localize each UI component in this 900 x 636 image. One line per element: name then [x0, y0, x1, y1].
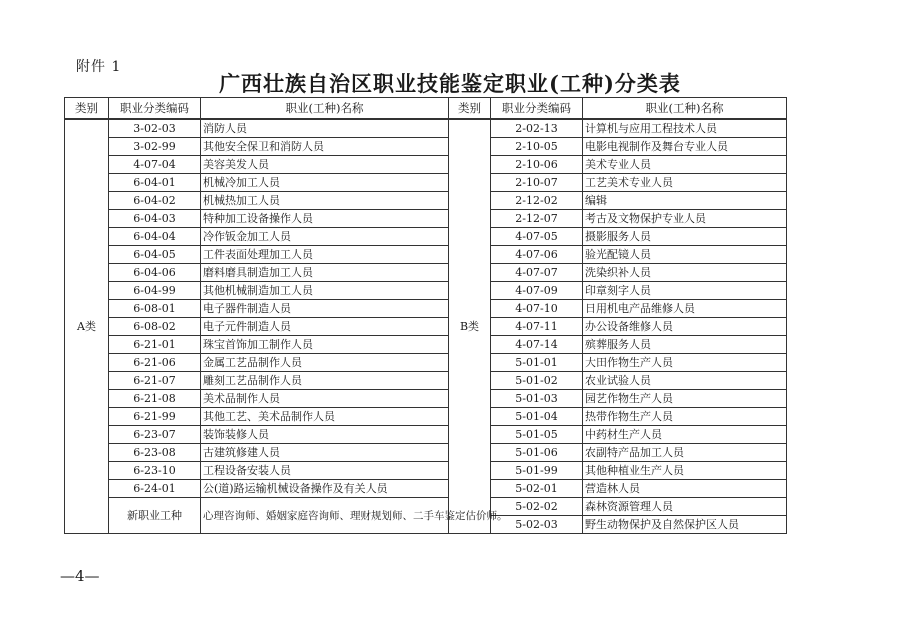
table-row	[65, 444, 787, 462]
b-code-cell: 5-01-01	[491, 354, 583, 372]
a-name-cell: 美术品制作人员	[201, 390, 449, 408]
b-name-cell: 中药材生产人员	[583, 426, 787, 444]
b-code-cell: 5-02-01	[491, 480, 583, 498]
new-occupation-desc: 心理咨询师、婚姻家庭咨询师、理财规划师、二手车鉴定估价师。	[201, 498, 449, 534]
b-code-cell: 5-01-99	[491, 462, 583, 480]
table-row	[65, 390, 787, 408]
page-number: —4—	[60, 567, 100, 585]
table-row	[65, 138, 787, 156]
table-row	[65, 246, 787, 264]
a-code-cell: 6-04-03	[109, 210, 201, 228]
a-name-cell: 磨料磨具制造加工人员	[201, 264, 449, 282]
b-name-cell: 其他种植业生产人员	[583, 462, 787, 480]
table-row	[65, 354, 787, 372]
b-name-cell: 考古及文物保护专业人员	[583, 210, 787, 228]
b-name-cell: 洗染织补人员	[583, 264, 787, 282]
a-name-cell: 电子元件制造人员	[201, 318, 449, 336]
table-row	[65, 408, 787, 426]
b-code-cell: 5-01-02	[491, 372, 583, 390]
a-code-cell: 6-24-01	[109, 480, 201, 498]
a-code-cell: 6-04-04	[109, 228, 201, 246]
b-name-cell: 热带作物生产人员	[583, 408, 787, 426]
a-name-cell: 其他安全保卫和消防人员	[201, 138, 449, 156]
b-code-cell: 2-10-05	[491, 138, 583, 156]
b-code-cell: 2-12-07	[491, 210, 583, 228]
a-code-cell: 4-07-04	[109, 156, 201, 174]
a-code-cell: 6-23-10	[109, 462, 201, 480]
attachment-label: 附件 1	[76, 59, 122, 75]
b-name-cell: 园艺作物生产人员	[583, 390, 787, 408]
b-name-cell: 摄影服务人员	[583, 228, 787, 246]
b-name-cell: 森林资源管理人员	[583, 498, 787, 516]
b-code-cell: 4-07-10	[491, 300, 583, 318]
a-code-cell: 6-21-08	[109, 390, 201, 408]
a-name-cell: 其他机械制造加工人员	[201, 282, 449, 300]
header-category-a: 类别	[65, 98, 109, 120]
a-code-cell: 6-08-01	[109, 300, 201, 318]
header-category-b: 类别	[449, 98, 491, 120]
b-code-cell: 4-07-09	[491, 282, 583, 300]
a-name-cell: 工程设备安装人员	[201, 462, 449, 480]
b-code-cell: 2-12-02	[491, 192, 583, 210]
category-a-cell: A类	[65, 119, 109, 534]
a-code-cell: 6-04-06	[109, 264, 201, 282]
b-name-cell: 大田作物生产人员	[583, 354, 787, 372]
a-name-cell: 冷作钣金加工人员	[201, 228, 449, 246]
document-title: 广西壮族自治区职业技能鉴定职业(工种)分类表	[219, 71, 681, 96]
table-row	[65, 462, 787, 480]
b-code-cell: 2-02-13	[491, 119, 583, 138]
table-row	[65, 264, 787, 282]
table-row	[65, 318, 787, 336]
b-code-cell: 5-02-02	[491, 498, 583, 516]
a-name-cell: 电子器件制造人员	[201, 300, 449, 318]
header-name-b: 职业(工种)名称	[583, 98, 787, 120]
header-code-b: 职业分类编码	[491, 98, 583, 120]
table-row	[65, 372, 787, 390]
a-name-cell: 珠宝首饰加工制作人员	[201, 336, 449, 354]
table-row	[65, 174, 787, 192]
a-code-cell: 6-04-02	[109, 192, 201, 210]
table-row	[65, 480, 787, 498]
b-code-cell: 5-01-06	[491, 444, 583, 462]
a-code-cell: 6-04-05	[109, 246, 201, 264]
b-name-cell: 农业试验人员	[583, 372, 787, 390]
a-name-cell: 工件表面处理加工人员	[201, 246, 449, 264]
b-name-cell: 办公设备维修人员	[583, 318, 787, 336]
a-code-cell: 6-04-01	[109, 174, 201, 192]
b-code-cell: 4-07-14	[491, 336, 583, 354]
b-name-cell: 编辑	[583, 192, 787, 210]
table-row	[65, 192, 787, 210]
b-name-cell: 验光配镜人员	[583, 246, 787, 264]
a-name-cell: 雕刻工艺品制作人员	[201, 372, 449, 390]
table-row	[65, 210, 787, 228]
table-row	[65, 119, 787, 138]
a-name-cell: 其他工艺、美术品制作人员	[201, 408, 449, 426]
b-name-cell: 日用机电产品维修人员	[583, 300, 787, 318]
b-code-cell: 5-01-04	[491, 408, 583, 426]
b-name-cell: 营造林人员	[583, 480, 787, 498]
header-name-a: 职业(工种)名称	[201, 98, 449, 120]
b-code-cell: 2-10-07	[491, 174, 583, 192]
table-body	[65, 119, 787, 534]
table-row	[65, 300, 787, 318]
b-code-cell: 2-10-06	[491, 156, 583, 174]
b-code-cell: 5-01-03	[491, 390, 583, 408]
a-code-cell: 6-21-07	[109, 372, 201, 390]
b-name-cell: 野生动物保护及自然保护区人员	[583, 516, 787, 534]
a-code-cell: 3-02-99	[109, 138, 201, 156]
a-code-cell: 6-23-07	[109, 426, 201, 444]
a-name-cell: 金属工艺品制作人员	[201, 354, 449, 372]
table-row	[65, 156, 787, 174]
occupation-table	[64, 97, 787, 534]
b-code-cell: 5-02-03	[491, 516, 583, 534]
table-row	[65, 426, 787, 444]
b-name-cell: 计算机与应用工程技术人员	[583, 119, 787, 138]
b-code-cell: 4-07-06	[491, 246, 583, 264]
table-row	[65, 498, 787, 516]
b-name-cell: 电影电视制作及舞台专业人员	[583, 138, 787, 156]
a-code-cell: 6-21-06	[109, 354, 201, 372]
a-name-cell: 特种加工设备操作人员	[201, 210, 449, 228]
a-name-cell: 美容美发人员	[201, 156, 449, 174]
b-name-cell: 印章刻字人员	[583, 282, 787, 300]
b-code-cell: 5-01-05	[491, 426, 583, 444]
a-code-cell: 6-21-99	[109, 408, 201, 426]
b-name-cell: 美术专业人员	[583, 156, 787, 174]
table-row	[65, 282, 787, 300]
a-name-cell: 消防人员	[201, 119, 449, 138]
b-name-cell: 工艺美术专业人员	[583, 174, 787, 192]
a-code-cell: 6-08-02	[109, 318, 201, 336]
b-name-cell: 殡葬服务人员	[583, 336, 787, 354]
a-name-cell: 机械热加工人员	[201, 192, 449, 210]
a-code-cell: 6-23-08	[109, 444, 201, 462]
a-name-cell: 装饰装修人员	[201, 426, 449, 444]
a-code-cell: 6-21-01	[109, 336, 201, 354]
b-code-cell: 4-07-07	[491, 264, 583, 282]
b-code-cell: 4-07-05	[491, 228, 583, 246]
table-row	[65, 336, 787, 354]
header-code-a: 职业分类编码	[109, 98, 201, 120]
new-occupation-label: 新职业工种	[109, 498, 201, 534]
a-name-cell: 机械冷加工人员	[201, 174, 449, 192]
table-row	[65, 228, 787, 246]
table-header-row	[65, 98, 787, 120]
b-name-cell: 农副特产品加工人员	[583, 444, 787, 462]
a-name-cell: 公(道)路运输机械设备操作及有关人员	[201, 480, 449, 498]
b-code-cell: 4-07-11	[491, 318, 583, 336]
a-code-cell: 3-02-03	[109, 119, 201, 138]
category-b-cell: B类	[449, 119, 491, 534]
a-name-cell: 古建筑修建人员	[201, 444, 449, 462]
a-code-cell: 6-04-99	[109, 282, 201, 300]
